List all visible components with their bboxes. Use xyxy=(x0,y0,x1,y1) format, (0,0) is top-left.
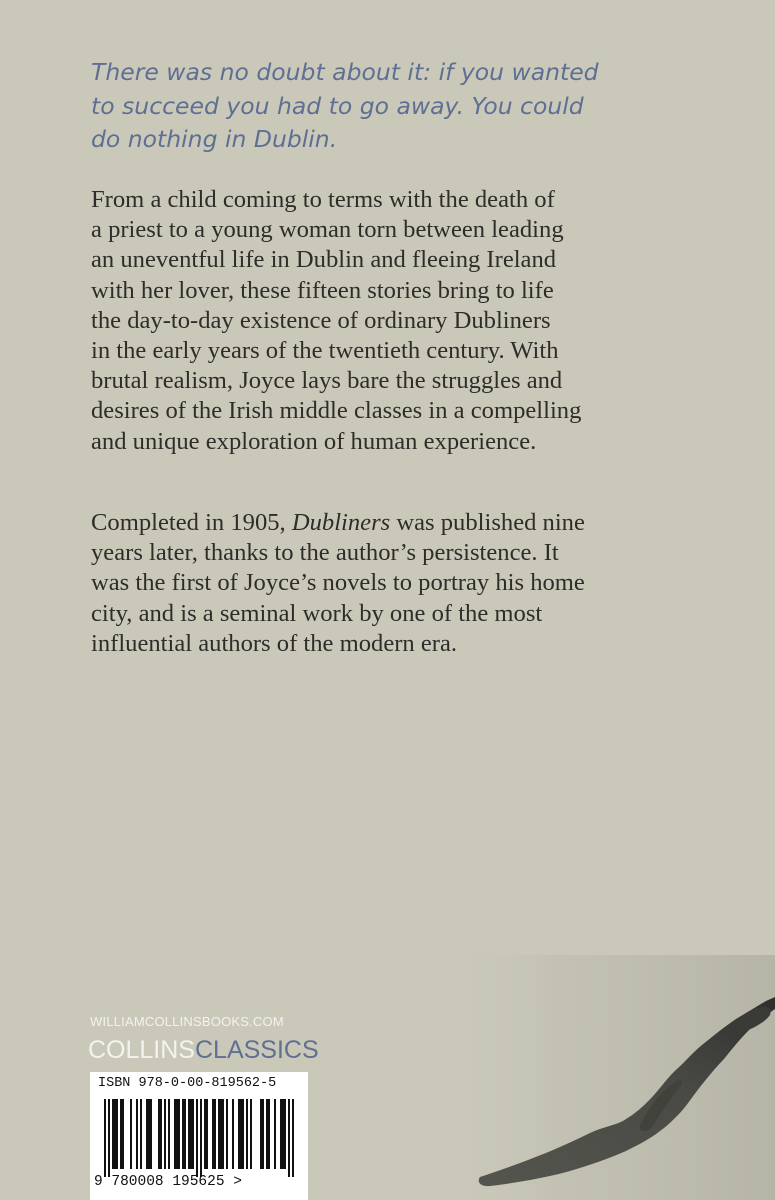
blurb-line: the day-to-day existence of ordinary Dubliners xyxy=(91,306,551,334)
barcode-bar xyxy=(136,1099,138,1169)
barcode-bar xyxy=(262,1099,264,1169)
imprint-classics: CLASSICS xyxy=(194,1036,319,1064)
barcode-bar xyxy=(140,1099,142,1169)
blurb-text: Completed in 1905, xyxy=(91,509,292,536)
barcode-bar xyxy=(150,1099,152,1169)
barcode-bar xyxy=(190,1099,192,1169)
blurb-line: and unique exploration of human experience. xyxy=(91,427,537,455)
barcode-bar xyxy=(120,1099,122,1169)
barcode-bar xyxy=(204,1099,206,1169)
blurb-line: influential authors of the modern era. xyxy=(91,629,458,657)
blurb-paragraph-1 xyxy=(91,185,731,457)
barcode-bar xyxy=(168,1099,170,1169)
barcode-bar xyxy=(206,1099,208,1169)
blurb-paragraph-2 xyxy=(91,508,731,659)
barcode-bar xyxy=(266,1099,268,1169)
blurb-line: city, and is a seminal work by one of the most xyxy=(91,599,543,627)
barcode-bar xyxy=(114,1099,116,1169)
barcode-bar xyxy=(158,1099,160,1169)
blurb-line: years later, thanks to the author’s persistence. It xyxy=(91,539,559,567)
barcode-bar xyxy=(212,1099,214,1169)
illustration-backdrop xyxy=(440,955,775,1200)
blurb-line: a priest to a young woman torn between leading xyxy=(91,216,564,244)
barcode-bar xyxy=(226,1099,228,1169)
blurb-line: desires of the Irish middle classes in a compelling xyxy=(91,397,582,425)
quote-line: do nothing in Dublin. xyxy=(91,125,338,153)
blurb-line: an uneventful life in Dublin and fleeing Ireland xyxy=(91,246,557,274)
barcode-bar xyxy=(104,1099,106,1177)
barcode-bar xyxy=(292,1099,294,1177)
publisher-website[interactable]: WILLIAMCOLLINSBOOKS.COM xyxy=(90,1014,284,1029)
barcode-bar xyxy=(284,1099,286,1169)
barcode-bar xyxy=(122,1099,124,1169)
isbn-label: ISBN 978-0-00-819562-5 xyxy=(98,1076,277,1091)
barcode-bar xyxy=(108,1099,110,1177)
book-title: Dubliners xyxy=(291,509,391,536)
barcode-bar xyxy=(280,1099,282,1169)
barcode-bar xyxy=(164,1099,166,1169)
barcode-bar xyxy=(288,1099,290,1177)
barcode-bar xyxy=(192,1099,194,1169)
barcode-bar xyxy=(232,1099,234,1169)
barcode-bar xyxy=(222,1099,224,1169)
barcode-bar xyxy=(174,1099,176,1169)
barcode-bar xyxy=(188,1099,190,1169)
barcode-bar xyxy=(260,1099,262,1169)
pull-quote xyxy=(91,56,651,157)
barcode-bar xyxy=(274,1099,276,1169)
barcode-digits: 9 780008 195625 > xyxy=(94,1174,242,1190)
blurb-line: in the early years of the twentieth century. With xyxy=(91,337,559,365)
barcode-bar xyxy=(220,1099,222,1169)
barcode-bar xyxy=(112,1099,114,1169)
barcode-bar xyxy=(250,1099,252,1169)
blurb-line xyxy=(91,508,731,538)
blurb-line: From a child coming to terms with the death of xyxy=(91,186,555,213)
barcode-bar xyxy=(268,1099,270,1169)
quote-line: There was no doubt about it: if you wanted xyxy=(91,58,599,86)
barcode-bar xyxy=(246,1099,248,1169)
barcode xyxy=(98,1099,300,1177)
barcode-bar xyxy=(182,1099,184,1169)
barcode-bar xyxy=(282,1099,284,1169)
barcode-bar xyxy=(176,1099,178,1169)
imprint-logo xyxy=(88,1034,319,1066)
barcode-bar xyxy=(116,1099,118,1169)
quote-line: to succeed you had to go away. You could xyxy=(91,91,584,120)
barcode-bar xyxy=(240,1099,242,1169)
blurb-text: was published nine xyxy=(390,509,585,536)
barcode-bar xyxy=(238,1099,240,1169)
barcode-bar xyxy=(242,1099,244,1169)
barcode-bar xyxy=(148,1099,150,1169)
barcode-panel xyxy=(90,1072,308,1200)
blurb-line: brutal realism, Joyce lays bare the struggles and xyxy=(91,367,563,395)
barcode-bar xyxy=(214,1099,216,1169)
barcode-bar xyxy=(200,1099,202,1177)
barcode-bar xyxy=(196,1099,198,1177)
blurb-line: was the first of Joyce’s novels to portray his home xyxy=(91,569,585,597)
imprint-collins: COLLINS xyxy=(88,1036,195,1064)
shadow-figure-illustration xyxy=(440,955,775,1200)
barcode-bar xyxy=(184,1099,186,1169)
barcode-bar xyxy=(130,1099,132,1169)
barcode-bar xyxy=(178,1099,180,1169)
barcode-bar xyxy=(160,1099,162,1169)
blurb-line: with her lover, these fifteen stories bring to life xyxy=(91,276,554,304)
barcode-bar xyxy=(146,1099,148,1169)
barcode-bar xyxy=(218,1099,220,1169)
